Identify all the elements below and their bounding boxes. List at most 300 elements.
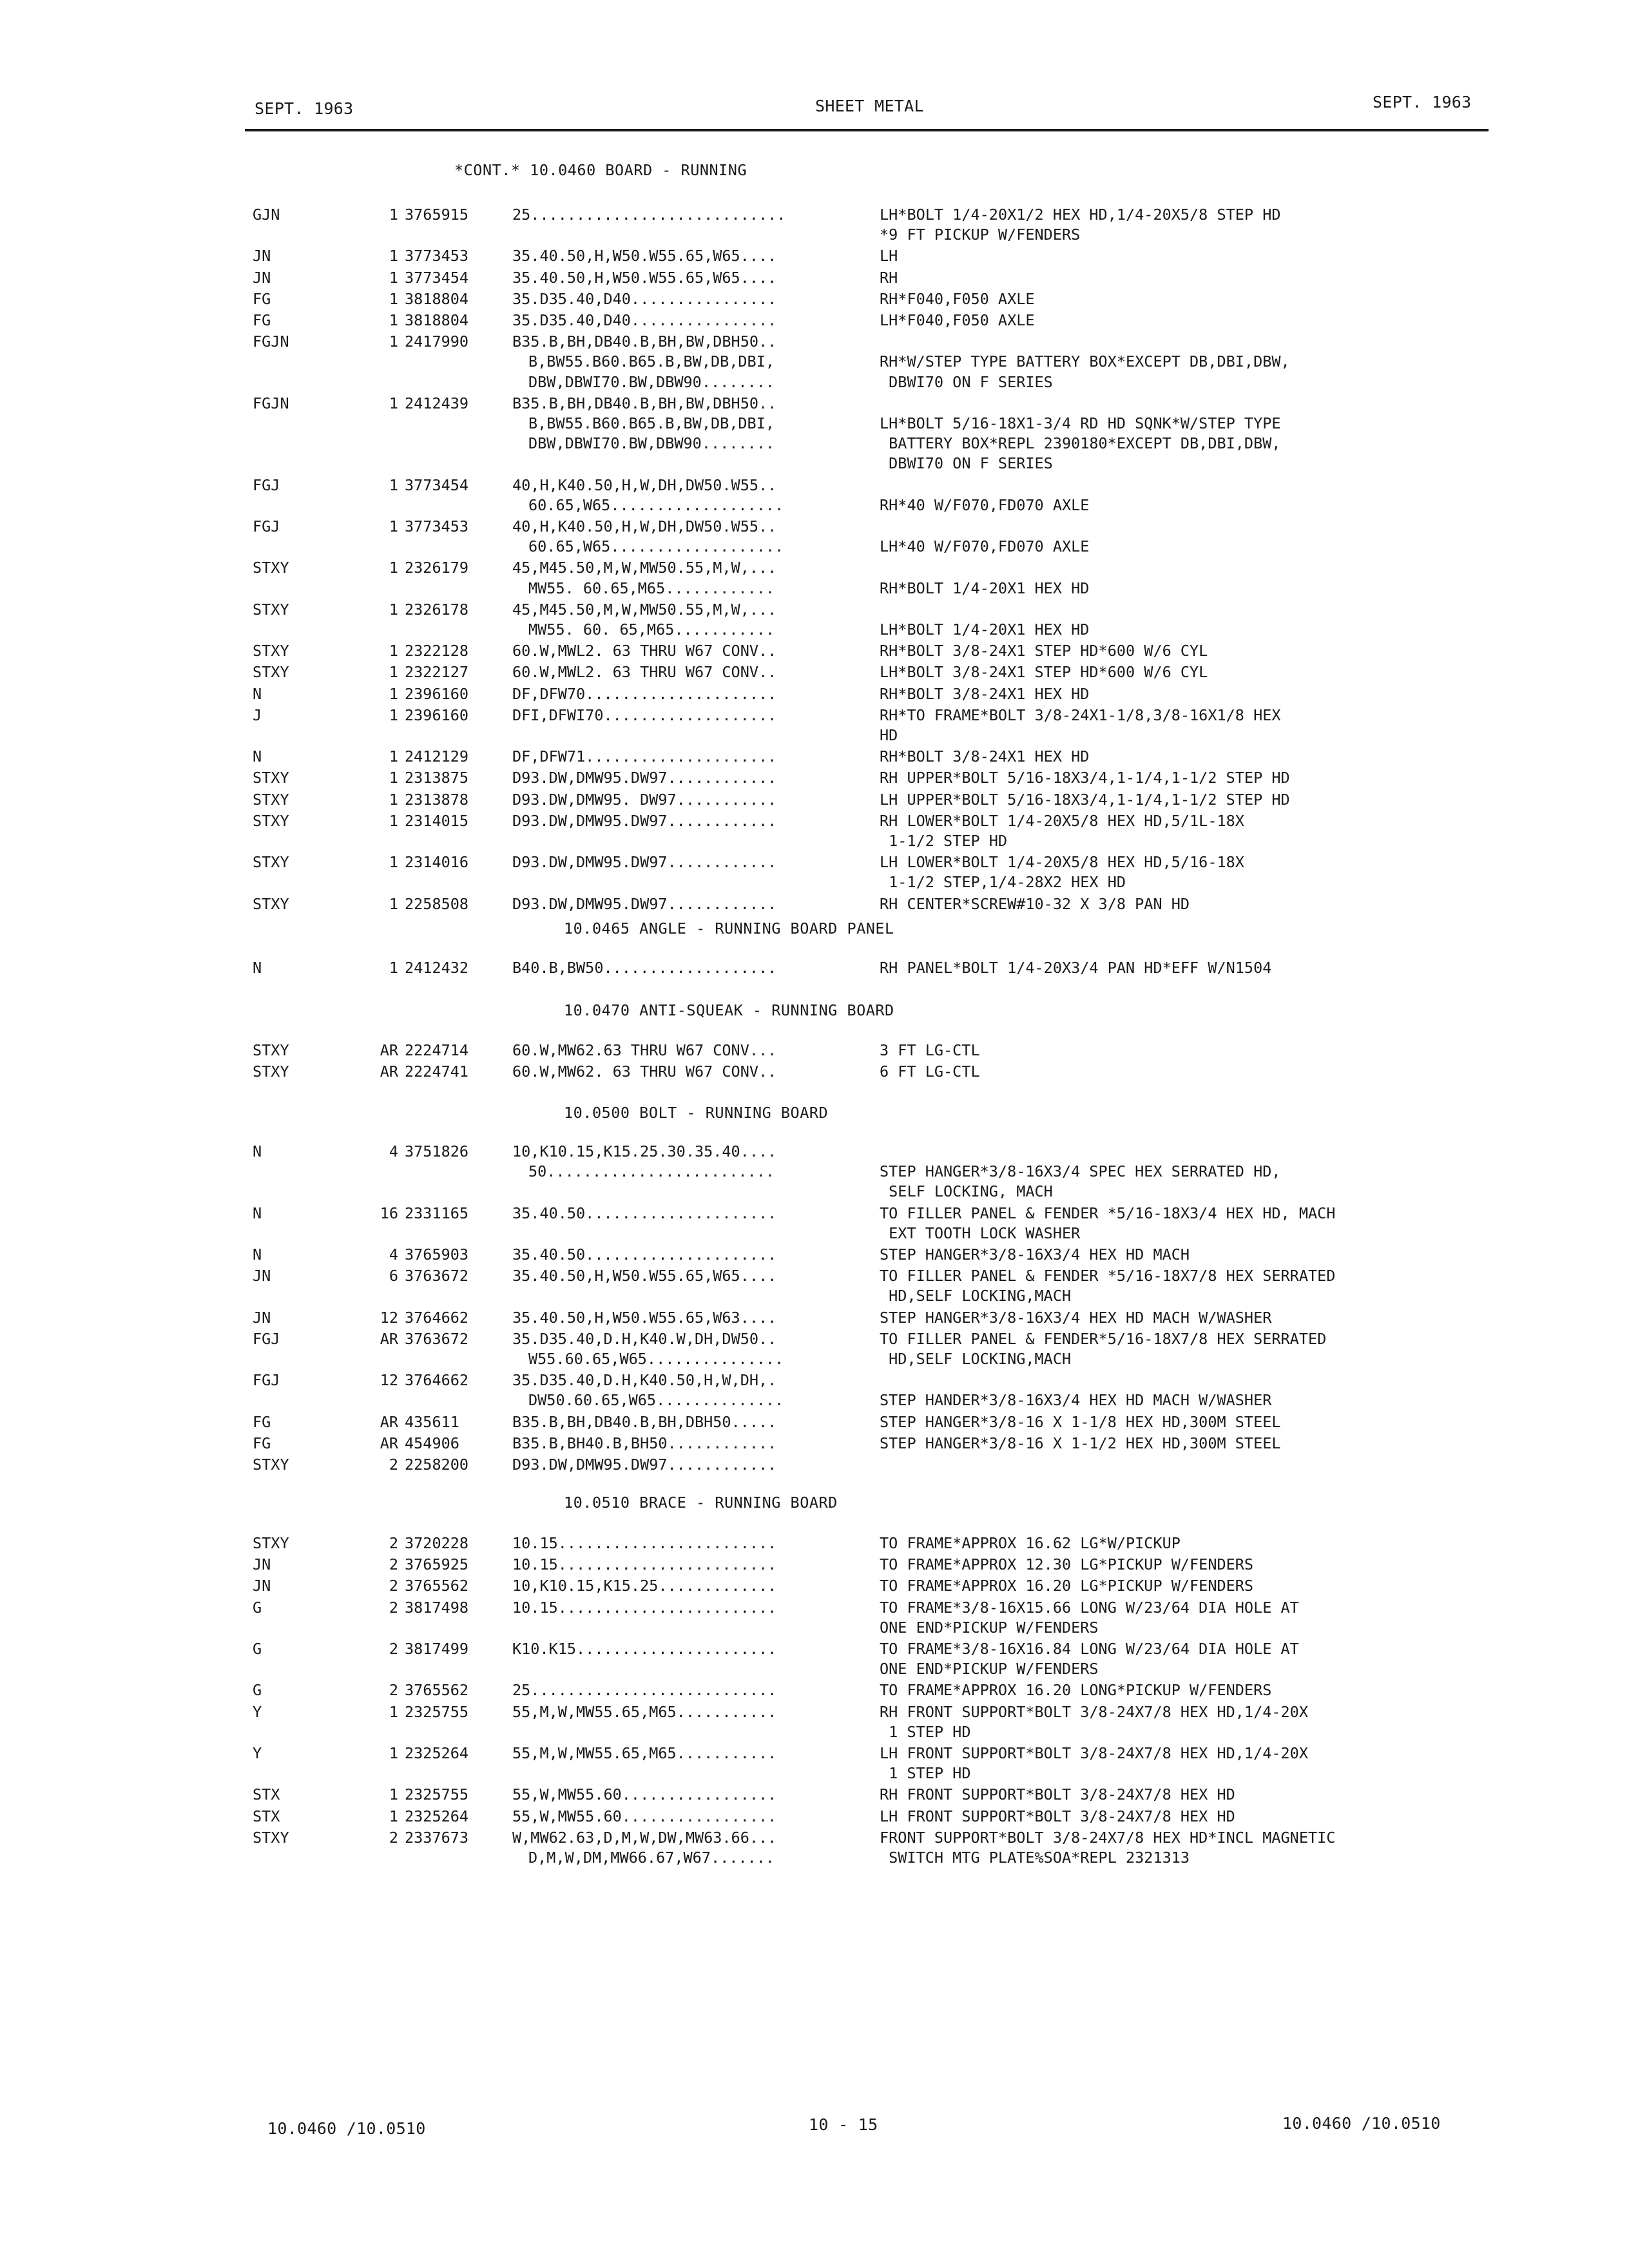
application-models: 55,M,W,MW55.65,M65........... bbox=[512, 1702, 777, 1721]
part-description: 6 FT LG-CTL bbox=[880, 1062, 980, 1081]
part-number: 3763672 bbox=[405, 1329, 469, 1348]
table-row bbox=[0, 1598, 1629, 1637]
application-models: B,BW55.B60.B65.B,BW,DB,DBI, bbox=[528, 414, 775, 432]
part-description: LH*BOLT 1/4-20X1/2 HEX HD,1/4-20X5/8 STEP HD bbox=[880, 206, 1281, 224]
table-row bbox=[0, 1555, 1629, 1575]
series-code: JN bbox=[253, 1555, 271, 1574]
part-number: 2331165 bbox=[405, 1204, 469, 1222]
application-models: DF,DFW71..................... bbox=[512, 747, 777, 766]
series-code: N bbox=[253, 684, 262, 703]
application-models: MW55. 60.65,M65............ bbox=[528, 579, 775, 597]
quantity: AR bbox=[380, 1329, 398, 1348]
series-code: STXY bbox=[253, 811, 289, 830]
part-number: 2326179 bbox=[405, 559, 469, 577]
application-models: B35.B,BH,DB40.B,BH,BW,DBH50.. bbox=[512, 332, 777, 351]
part-description: RH UPPER*BOLT 5/16-18X3/4,1-1/4,1-1/2 STEP HD bbox=[880, 769, 1290, 787]
part-description: TO FRAME*3/8-16X15.66 LONG W/23/64 DIA HOLE AT bbox=[880, 1598, 1299, 1617]
application-models: B40.B,BW50................... bbox=[512, 959, 777, 977]
quantity: 12 bbox=[380, 1308, 398, 1327]
quantity: 2 bbox=[389, 1456, 398, 1474]
quantity: 1 bbox=[389, 517, 398, 535]
application-models: DBW,DBWI70.BW,DBW90........ bbox=[528, 434, 775, 453]
quantity: 1 bbox=[389, 332, 398, 351]
series-code: JN bbox=[253, 268, 271, 287]
application-models: D93.DW,DMW95. DW97........... bbox=[512, 790, 777, 809]
part-description: TO FILLER PANEL & FENDER*5/16-18X7/8 HEX SERRATED bbox=[880, 1329, 1327, 1348]
part-number: 2313878 bbox=[405, 790, 469, 809]
footer-right-range: 10.0460 /10.0510 bbox=[1282, 2114, 1441, 2133]
part-number: 2412432 bbox=[405, 959, 469, 977]
application-models: 10,K10.15,K15.25.30.35.40.... bbox=[512, 1142, 777, 1160]
application-models: D,M,W,DM,MW66.67,W67....... bbox=[528, 1848, 775, 1867]
quantity: 1 bbox=[389, 1807, 398, 1825]
series-code: FGJ bbox=[253, 1329, 280, 1348]
part-number: 3763672 bbox=[405, 1267, 469, 1285]
application-models: 10.15........................ bbox=[512, 1598, 777, 1617]
part-number: 2258508 bbox=[405, 894, 469, 913]
application-models: D93.DW,DMW95.DW97............ bbox=[512, 769, 777, 787]
part-description: TO FRAME*APPROX 16.62 LG*W/PICKUP bbox=[880, 1534, 1181, 1552]
table-row bbox=[0, 1412, 1629, 1432]
part-description: TO FILLER PANEL & FENDER *5/16-18X3/4 HEX HD, MACH bbox=[880, 1204, 1336, 1222]
part-description: LH FRONT SUPPORT*BOLT 3/8-24X7/8 HEX HD bbox=[880, 1807, 1235, 1825]
part-number: 2325264 bbox=[405, 1744, 469, 1762]
application-models: 40,H,K40.50,H,W,DH,DW50.W55.. bbox=[512, 476, 777, 494]
quantity: 1 bbox=[389, 706, 398, 724]
quantity: 1 bbox=[389, 811, 398, 830]
part-description: TO FRAME*3/8-16X16.84 LONG W/23/64 DIA HOLE AT bbox=[880, 1640, 1299, 1658]
part-description: BATTERY BOX*REPL 2390180*EXCEPT DB,DBI,DBW, bbox=[880, 434, 1281, 453]
quantity: 1 bbox=[389, 790, 398, 809]
application-models: 25............................ bbox=[512, 206, 786, 224]
part-number: 3817498 bbox=[405, 1598, 469, 1617]
series-code: JN bbox=[253, 247, 271, 265]
part-description: LH bbox=[880, 247, 898, 265]
application-models: 10,K10.15,K15.25............. bbox=[512, 1577, 777, 1595]
table-row bbox=[0, 1455, 1629, 1475]
application-models: 35.40.50,H,W50.W55.65,W65.... bbox=[512, 268, 777, 287]
series-code: FG bbox=[253, 311, 271, 329]
part-number: 2314016 bbox=[405, 853, 469, 872]
series-code: STX bbox=[253, 1785, 280, 1804]
quantity: 2 bbox=[389, 1534, 398, 1552]
application-models: 60.W,MWL2. 63 THRU W67 CONV.. bbox=[512, 663, 777, 682]
series-code: STXY bbox=[253, 1041, 289, 1059]
table-row bbox=[0, 1680, 1629, 1700]
application-models: 10.15........................ bbox=[512, 1555, 777, 1574]
part-description: STEP HANGER*3/8-16 X 1-1/2 HEX HD,300M STEEL bbox=[880, 1434, 1281, 1452]
application-models: 35.D35.40,D.H,K40.W,DH,DW50.. bbox=[512, 1329, 777, 1348]
part-description: HD,SELF LOCKING,MACH bbox=[880, 1287, 1072, 1305]
part-number: 2396160 bbox=[405, 706, 469, 724]
application-models: DBW,DBWI70.BW,DBW90........ bbox=[528, 372, 775, 391]
part-description: ONE END*PICKUP W/FENDERS bbox=[880, 1618, 1099, 1637]
table-row bbox=[0, 268, 1629, 288]
table-row bbox=[0, 1041, 1629, 1061]
table-row bbox=[0, 662, 1629, 682]
quantity: 1 bbox=[389, 311, 398, 329]
application-models: B35.B,BH,DB40.B,BH,BW,DBH50.. bbox=[512, 394, 777, 412]
part-number: 435611 bbox=[405, 1412, 459, 1431]
series-code: N bbox=[253, 1204, 262, 1222]
quantity: 2 bbox=[389, 1828, 398, 1847]
part-number: 3764662 bbox=[405, 1371, 469, 1390]
part-description: FRONT SUPPORT*BOLT 3/8-24X7/8 HEX HD*INCL MAGNETIC bbox=[880, 1828, 1336, 1847]
series-code: STXY bbox=[253, 1456, 289, 1474]
part-description: RH*BOLT 3/8-24X1 HEX HD bbox=[880, 684, 1090, 703]
footer-left-range: 10.0460 /10.0510 bbox=[267, 2119, 426, 2138]
application-models: 35.D35.40,D40................ bbox=[512, 311, 777, 329]
application-models: B35.B,BH,DB40.B,BH,DBH50..... bbox=[512, 1412, 777, 1431]
part-description: LH UPPER*BOLT 5/16-18X3/4,1-1/4,1-1/2 STEP HD bbox=[880, 790, 1290, 809]
series-code: N bbox=[253, 959, 262, 977]
series-code: Y bbox=[253, 1744, 262, 1762]
section-heading: 10.0500 BOLT - RUNNING BOARD bbox=[564, 1104, 829, 1122]
part-number: 3751826 bbox=[405, 1142, 469, 1160]
series-code: FGJ bbox=[253, 1371, 280, 1390]
part-description: 1 STEP HD bbox=[880, 1722, 971, 1741]
application-models: 45,M45.50,M,W,MW50.55,M,W,... bbox=[512, 559, 777, 577]
application-models: 35.D35.40,D.H,K40.50,H,W,DH,. bbox=[512, 1371, 777, 1390]
part-description: *9 FT PICKUP W/FENDERS bbox=[880, 226, 1081, 244]
quantity: AR bbox=[380, 1062, 398, 1081]
table-row bbox=[0, 394, 1629, 473]
table-row bbox=[0, 246, 1629, 266]
table-row bbox=[0, 1204, 1629, 1242]
section-heading: 10.0510 BRACE - RUNNING BOARD bbox=[564, 1494, 838, 1512]
part-description: RH*BOLT 3/8-24X1 HEX HD bbox=[880, 747, 1090, 766]
part-description: RH PANEL*BOLT 1/4-20X3/4 PAN HD*EFF W/N1504 bbox=[880, 959, 1272, 977]
part-number: 2412129 bbox=[405, 747, 469, 766]
quantity: 1 bbox=[389, 476, 398, 494]
series-code: FG bbox=[253, 1412, 271, 1431]
header-rule bbox=[245, 129, 1489, 131]
series-code: STXY bbox=[253, 559, 289, 577]
table-row bbox=[0, 811, 1629, 850]
part-number: 2258200 bbox=[405, 1456, 469, 1474]
table-row bbox=[0, 706, 1629, 744]
quantity: 1 bbox=[389, 747, 398, 766]
part-number: 3765915 bbox=[405, 206, 469, 224]
table-row bbox=[0, 1062, 1629, 1082]
quantity: 1 bbox=[389, 1702, 398, 1721]
application-models: DFI,DFWI70................... bbox=[512, 706, 777, 724]
application-models: W,MW62.63,D,M,W,DW,MW63.66... bbox=[512, 1828, 777, 1847]
part-description: SELF LOCKING, MACH bbox=[880, 1182, 1053, 1201]
part-description: RH*40 W/F070,FD070 AXLE bbox=[880, 495, 1090, 514]
table-row bbox=[0, 1744, 1629, 1783]
header-left-date: SEPT. 1963 bbox=[255, 99, 354, 118]
part-description: STEP HANGER*3/8-16 X 1-1/8 HEX HD,300M STEEL bbox=[880, 1412, 1281, 1431]
part-description: RH*TO FRAME*BOLT 3/8-24X1-1/8,3/8-16X1/8 HEX bbox=[880, 706, 1281, 724]
table-row bbox=[0, 1533, 1629, 1553]
header-right-date: SEPT. 1963 bbox=[1373, 93, 1472, 111]
application-models: 60.W,MWL2. 63 THRU W67 CONV.. bbox=[512, 642, 777, 660]
part-description: DBWI70 ON F SERIES bbox=[880, 372, 1053, 391]
part-number: 3818804 bbox=[405, 311, 469, 329]
table-row bbox=[0, 1785, 1629, 1805]
part-description: LH*40 W/F070,FD070 AXLE bbox=[880, 537, 1090, 556]
series-code: J bbox=[253, 706, 262, 724]
quantity: 2 bbox=[389, 1640, 398, 1658]
table-row bbox=[0, 558, 1629, 597]
application-models: 55,W,MW55.60................. bbox=[512, 1785, 777, 1804]
part-description: LH LOWER*BOLT 1/4-20X5/8 HEX HD,5/16-18X bbox=[880, 853, 1244, 872]
series-code: STXY bbox=[253, 1828, 289, 1847]
quantity: 1 bbox=[389, 268, 398, 287]
quantity: 2 bbox=[389, 1681, 398, 1700]
part-number: 3765903 bbox=[405, 1245, 469, 1264]
application-models: 10.15........................ bbox=[512, 1534, 777, 1552]
quantity: 6 bbox=[389, 1267, 398, 1285]
application-models: 40,H,K40.50,H,W,DH,DW50.W55.. bbox=[512, 517, 777, 535]
quantity: AR bbox=[380, 1041, 398, 1059]
part-number: 2314015 bbox=[405, 811, 469, 830]
table-row bbox=[0, 768, 1629, 788]
part-description: RH*W/STEP TYPE BATTERY BOX*EXCEPT DB,DBI,DBW, bbox=[880, 352, 1290, 371]
part-description: 1-1/2 STEP HD bbox=[880, 831, 1008, 850]
application-models: 50......................... bbox=[528, 1162, 775, 1181]
series-code: STXY bbox=[253, 1534, 289, 1552]
application-models: 45,M45.50,M,W,MW50.55,M,W,... bbox=[512, 600, 777, 619]
application-models: D93.DW,DMW95.DW97............ bbox=[512, 853, 777, 872]
part-description: 3 FT LG-CTL bbox=[880, 1041, 980, 1059]
part-number: 3773454 bbox=[405, 268, 469, 287]
table-row bbox=[0, 332, 1629, 391]
application-models: 55,W,MW55.60................. bbox=[512, 1807, 777, 1825]
series-code: FGJN bbox=[253, 394, 289, 412]
application-models: DW50.60.65,W65.............. bbox=[528, 1391, 784, 1410]
part-description: EXT TOOTH LOCK WASHER bbox=[880, 1224, 1081, 1242]
quantity: 4 bbox=[389, 1142, 398, 1160]
section-heading: 10.0465 ANGLE - RUNNING BOARD PANEL bbox=[564, 919, 894, 937]
application-models: 35.40.50..................... bbox=[512, 1245, 777, 1264]
application-models: 55,M,W,MW55.65,M65........... bbox=[512, 1744, 777, 1762]
series-code: GJN bbox=[253, 206, 280, 224]
series-code: STXY bbox=[253, 1062, 289, 1081]
part-description: LH*BOLT 1/4-20X1 HEX HD bbox=[880, 620, 1090, 639]
quantity: 1 bbox=[389, 894, 398, 913]
quantity: 16 bbox=[380, 1204, 398, 1222]
part-description: RH bbox=[880, 268, 898, 287]
part-number: 3773453 bbox=[405, 247, 469, 265]
application-models: W55.60.65,W65............... bbox=[528, 1349, 784, 1368]
series-code: STX bbox=[253, 1807, 280, 1825]
part-number: 2326178 bbox=[405, 600, 469, 619]
table-row bbox=[0, 1370, 1629, 1410]
series-code: G bbox=[253, 1681, 262, 1700]
part-number: 2325264 bbox=[405, 1807, 469, 1825]
part-number: 2325755 bbox=[405, 1702, 469, 1721]
part-number: 2337673 bbox=[405, 1828, 469, 1847]
table-row bbox=[0, 1639, 1629, 1678]
quantity: 1 bbox=[389, 684, 398, 703]
series-code: N bbox=[253, 1245, 262, 1264]
series-code: N bbox=[253, 747, 262, 766]
part-number: 454906 bbox=[405, 1434, 459, 1452]
table-row bbox=[0, 894, 1629, 914]
series-code: JN bbox=[253, 1267, 271, 1285]
part-description: LH*BOLT 3/8-24X1 STEP HD*600 W/6 CYL bbox=[880, 663, 1208, 682]
application-models: D93.DW,DMW95.DW97............ bbox=[512, 894, 777, 913]
quantity: 1 bbox=[389, 559, 398, 577]
quantity: 1 bbox=[389, 663, 398, 682]
series-code: G bbox=[253, 1640, 262, 1658]
part-description: RH LOWER*BOLT 1/4-20X5/8 HEX HD,5/1L-18X bbox=[880, 811, 1244, 830]
series-code: FGJ bbox=[253, 476, 280, 494]
part-description: LH*BOLT 5/16-18X1-3/4 RD HD SQNK*W/STEP TYPE bbox=[880, 414, 1281, 432]
quantity: 1 bbox=[389, 1785, 398, 1804]
part-description: DBWI70 ON F SERIES bbox=[880, 454, 1053, 473]
quantity: 1 bbox=[389, 394, 398, 412]
table-row bbox=[0, 517, 1629, 556]
quantity: 1 bbox=[389, 642, 398, 660]
application-models: B35.B,BH40.B,BH50............ bbox=[512, 1434, 777, 1452]
quantity: 1 bbox=[389, 959, 398, 977]
part-description: SWITCH MTG PLATE%SOA*REPL 2321313 bbox=[880, 1848, 1190, 1867]
header-title: SHEET METAL bbox=[815, 97, 924, 115]
part-description: TO FRAME*APPROX 12.30 LG*PICKUP W/FENDERS bbox=[880, 1555, 1254, 1574]
application-models: 60.65,W65................... bbox=[528, 495, 784, 514]
part-description: STEP HANDER*3/8-16X3/4 HEX HD MACH W/WASHER bbox=[880, 1391, 1272, 1410]
table-row bbox=[0, 1308, 1629, 1328]
application-models: MW55. 60. 65,M65........... bbox=[528, 620, 775, 639]
table-row bbox=[0, 1807, 1629, 1827]
part-number: 2224714 bbox=[405, 1041, 469, 1059]
part-description: RH FRONT SUPPORT*BOLT 3/8-24X7/8 HEX HD,1/4-20X bbox=[880, 1702, 1308, 1721]
table-row bbox=[0, 684, 1629, 704]
part-description: RH*BOLT 1/4-20X1 HEX HD bbox=[880, 579, 1090, 597]
part-description: ONE END*PICKUP W/FENDERS bbox=[880, 1660, 1099, 1678]
part-description: RH*BOLT 3/8-24X1 STEP HD*600 W/6 CYL bbox=[880, 642, 1208, 660]
part-number: 2322127 bbox=[405, 663, 469, 682]
part-description: TO FRAME*APPROX 16.20 LONG*PICKUP W/FENDERS bbox=[880, 1681, 1272, 1700]
part-description: HD,SELF LOCKING,MACH bbox=[880, 1349, 1072, 1368]
table-row bbox=[0, 1434, 1629, 1454]
table-row bbox=[0, 1576, 1629, 1596]
part-description: RH*F040,F050 AXLE bbox=[880, 289, 1035, 308]
application-models: 35.40.50..................... bbox=[512, 1204, 777, 1222]
part-description: TO FRAME*APPROX 16.20 LG*PICKUP W/FENDERS bbox=[880, 1577, 1254, 1595]
part-description: STEP HANGER*3/8-16X3/4 SPEC HEX SERRATED HD, bbox=[880, 1162, 1281, 1181]
application-models: K10.K15...................... bbox=[512, 1640, 777, 1658]
part-description: 1 STEP HD bbox=[880, 1764, 971, 1783]
part-description: 1-1/2 STEP,1/4-28X2 HEX HD bbox=[880, 873, 1126, 892]
series-code: JN bbox=[253, 1308, 271, 1327]
part-number: 2396160 bbox=[405, 684, 469, 703]
application-models: 60.W,MW62.63 THRU W67 CONV... bbox=[512, 1041, 777, 1059]
table-row bbox=[0, 1266, 1629, 1305]
part-description: TO FILLER PANEL & FENDER *5/16-18X7/8 HEX SERRATED bbox=[880, 1267, 1336, 1285]
part-description: RH CENTER*SCREW#10-32 X 3/8 PAN HD bbox=[880, 894, 1190, 913]
application-models: DF,DFW70..................... bbox=[512, 684, 777, 703]
table-row bbox=[0, 852, 1629, 892]
part-number: 2313875 bbox=[405, 769, 469, 787]
table-row bbox=[0, 1245, 1629, 1265]
application-models: 60.65,W65................... bbox=[528, 537, 784, 556]
table-row bbox=[0, 289, 1629, 309]
series-code: Y bbox=[253, 1702, 262, 1721]
application-models: 25........................... bbox=[512, 1681, 777, 1700]
table-row bbox=[0, 600, 1629, 639]
series-code: G bbox=[253, 1598, 262, 1617]
quantity: 2 bbox=[389, 1555, 398, 1574]
quantity: 2 bbox=[389, 1577, 398, 1595]
part-description: STEP HANGER*3/8-16X3/4 HEX HD MACH W/WASHER bbox=[880, 1308, 1272, 1327]
part-number: 2417990 bbox=[405, 332, 469, 351]
application-models: 35.D35.40,D40................ bbox=[512, 289, 777, 308]
series-code: FG bbox=[253, 1434, 271, 1452]
part-description: STEP HANGER*3/8-16X3/4 HEX HD MACH bbox=[880, 1245, 1190, 1264]
quantity: 1 bbox=[389, 1744, 398, 1762]
table-row bbox=[0, 641, 1629, 661]
part-number: 2224741 bbox=[405, 1062, 469, 1081]
series-code: N bbox=[253, 1142, 262, 1160]
part-number: 3818804 bbox=[405, 289, 469, 308]
part-number: 3773453 bbox=[405, 517, 469, 535]
quantity: AR bbox=[380, 1412, 398, 1431]
part-number: 2325755 bbox=[405, 1785, 469, 1804]
table-row bbox=[0, 476, 1629, 514]
series-code: FGJ bbox=[253, 517, 280, 535]
quantity: 1 bbox=[389, 769, 398, 787]
table-row bbox=[0, 1142, 1629, 1201]
part-number: 3765925 bbox=[405, 1555, 469, 1574]
application-models: D93.DW,DMW95.DW97............ bbox=[512, 811, 777, 830]
footer-page-number: 10 - 15 bbox=[809, 2115, 878, 2134]
series-code: JN bbox=[253, 1577, 271, 1595]
series-code: FG bbox=[253, 289, 271, 308]
section-heading: 10.0470 ANTI-SQUEAK - RUNNING BOARD bbox=[564, 1001, 894, 1019]
series-code: STXY bbox=[253, 663, 289, 682]
table-row bbox=[0, 1329, 1629, 1368]
table-row bbox=[0, 311, 1629, 331]
table-row bbox=[0, 1828, 1629, 1867]
part-number: 3765562 bbox=[405, 1681, 469, 1700]
application-models: 35.40.50,H,W50.W55.65,W65.... bbox=[512, 247, 777, 265]
part-number: 3765562 bbox=[405, 1577, 469, 1595]
application-models: 35.40.50,H,W50.W55.65,W65.... bbox=[512, 1267, 777, 1285]
series-code: STXY bbox=[253, 790, 289, 809]
application-models: B,BW55.B60.B65.B,BW,DB,DBI, bbox=[528, 352, 775, 371]
quantity: 1 bbox=[389, 206, 398, 224]
quantity: 1 bbox=[389, 853, 398, 872]
part-description: RH FRONT SUPPORT*BOLT 3/8-24X7/8 HEX HD bbox=[880, 1785, 1235, 1804]
table-row bbox=[0, 790, 1629, 810]
part-description: LH*F040,F050 AXLE bbox=[880, 311, 1035, 329]
quantity: 1 bbox=[389, 289, 398, 308]
series-code: STXY bbox=[253, 600, 289, 619]
part-number: 3817499 bbox=[405, 1640, 469, 1658]
section-heading: *CONT.* 10.0460 BOARD - RUNNING bbox=[454, 161, 747, 179]
application-models: 35.40.50,H,W50.W55.65,W63.... bbox=[512, 1308, 777, 1327]
part-description: LH FRONT SUPPORT*BOLT 3/8-24X7/8 HEX HD,1/4-20X bbox=[880, 1744, 1308, 1762]
quantity: 4 bbox=[389, 1245, 398, 1264]
table-row bbox=[0, 205, 1629, 244]
quantity: 2 bbox=[389, 1598, 398, 1617]
application-models: 60.W,MW62. 63 THRU W67 CONV.. bbox=[512, 1062, 777, 1081]
quantity: 12 bbox=[380, 1371, 398, 1390]
series-code: STXY bbox=[253, 642, 289, 660]
series-code: STXY bbox=[253, 894, 289, 913]
series-code: STXY bbox=[253, 853, 289, 872]
part-description: HD bbox=[880, 726, 898, 744]
part-number: 2322128 bbox=[405, 642, 469, 660]
quantity: 1 bbox=[389, 600, 398, 619]
part-number: 3720228 bbox=[405, 1534, 469, 1552]
application-models: D93.DW,DMW95.DW97............ bbox=[512, 1456, 777, 1474]
part-number: 3764662 bbox=[405, 1308, 469, 1327]
